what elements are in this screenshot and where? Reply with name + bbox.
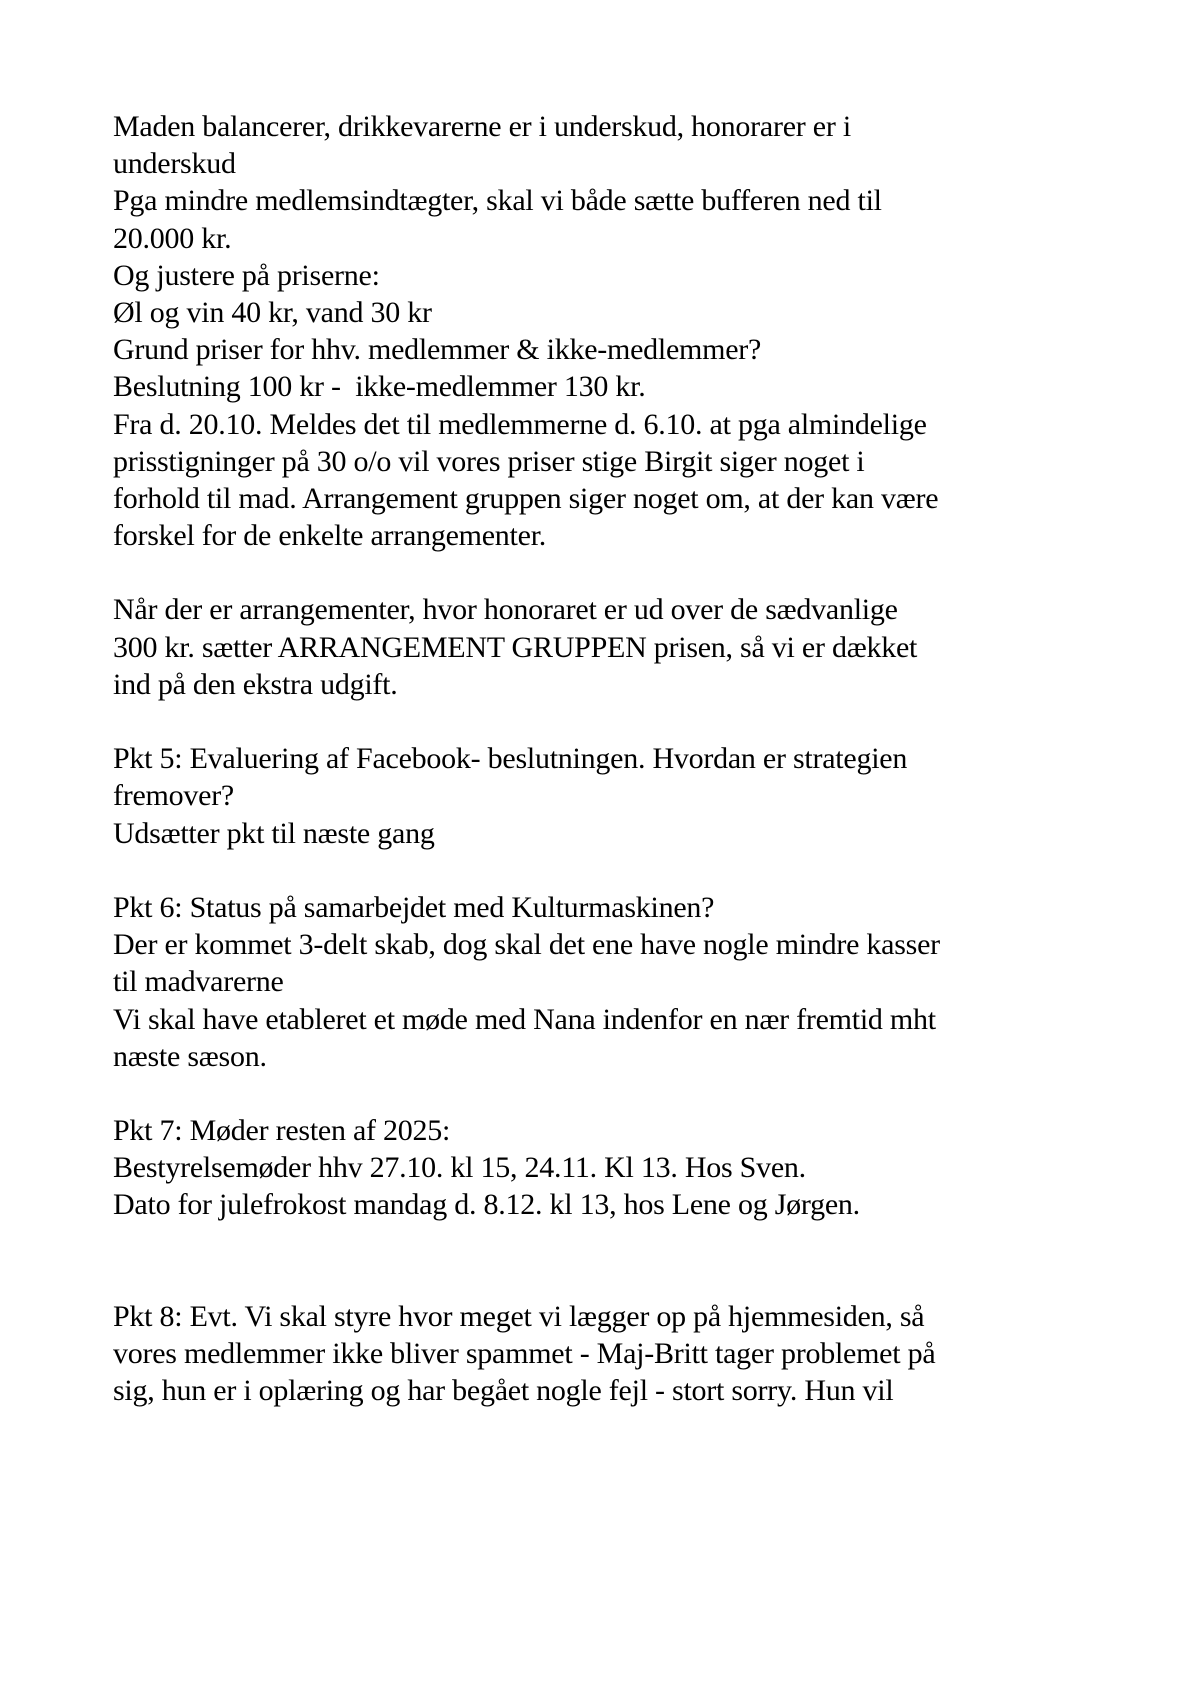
text-line: vores medlemmer ikke bliver spammet - Maj-Britt tager problemet på [113,1337,936,1371]
text-line: ind på den ekstra udgift. [113,667,398,701]
paragraph-spacer [113,703,1113,740]
document-body [113,108,1113,1410]
section-economy [113,108,1113,554]
text-line: Og justere på priserne: [113,258,380,292]
text-line: Der er kommet 3-delt skab, dog skal det ene have nogle mindre kasser [113,928,940,962]
text-line: til madvarerne [113,965,284,999]
section-pkt8 [113,1298,1113,1410]
agenda-heading: Pkt 7: Møder resten af 2025: [113,1114,451,1148]
text-line: Pga mindre medlemsindtægter, skal vi både sætte bufferen ned til [113,184,882,218]
section-honorarium [113,591,1113,703]
text-line: 300 kr. sætter ARRANGEMENT GRUPPEN prisen, så vi er dækket [113,630,918,664]
text-line: Øl og vin 40 kr, vand 30 kr [113,295,432,329]
agenda-heading: Pkt 6: Status på samarbejdet med Kulturmaskinen? [113,890,715,924]
paragraph-spacer [113,554,1113,591]
text-line: underskud [113,147,236,181]
section-pkt7 [113,1112,1113,1224]
text-line: forskel for de enkelte arrangementer. [113,519,547,553]
paragraph-spacer [113,1224,1113,1261]
text-line: Bestyrelsemøder hhv 27.10. kl 15, 24.11. Kl 13. Hos Sven. [113,1151,806,1185]
text-line: Beslutning 100 kr - ikke-medlemmer 130 kr. [113,370,646,404]
text-line: fremover? [113,779,235,813]
agenda-heading: Pkt 5: Evaluering af Facebook- beslutningen. Hvordan er strategien [113,742,908,776]
text-line: prisstigninger på 30 o/o vil vores priser stige Birgit siger noget i [113,444,865,478]
text-line: Maden balancerer, drikkevarerne er i underskud, honorarer er i [113,110,851,143]
text-line: Fra d. 20.10. Meldes det til medlemmerne d. 6.10. at pga almindelige [113,407,927,441]
paragraph-spacer [113,1075,1113,1112]
text-line: forhold til mad. Arrangement gruppen siger noget om, at der kan være [113,481,939,515]
section-pkt5 [113,740,1113,852]
agenda-heading: Pkt 8: Evt. Vi skal styre hvor meget vi lægger op på hjemmesiden, så [113,1300,925,1333]
text-line: Dato for julefrokost mandag d. 8.12. kl 13, hos Lene og Jørgen. [113,1188,860,1222]
text-line: sig, hun er i oplæring og har begået nogle fejl - stort sorry. Hun vil [113,1374,894,1408]
text-line: 20.000 kr. [113,221,232,255]
section-pkt6 [113,889,1113,1075]
text-line: Når der er arrangementer, hvor honoraret er ud over de sædvanlige [113,593,898,627]
text-line: Vi skal have etableret et møde med Nana indenfor en nær fremtid mht [113,1002,936,1036]
text-line: næste sæson. [113,1039,267,1073]
paragraph-spacer [113,1261,1113,1298]
paragraph-spacer [113,852,1113,889]
text-line: Grund priser for hhv. medlemmer & ikke-medlemmer? [113,333,762,367]
text-line: Udsætter pkt til næste gang [113,816,435,850]
